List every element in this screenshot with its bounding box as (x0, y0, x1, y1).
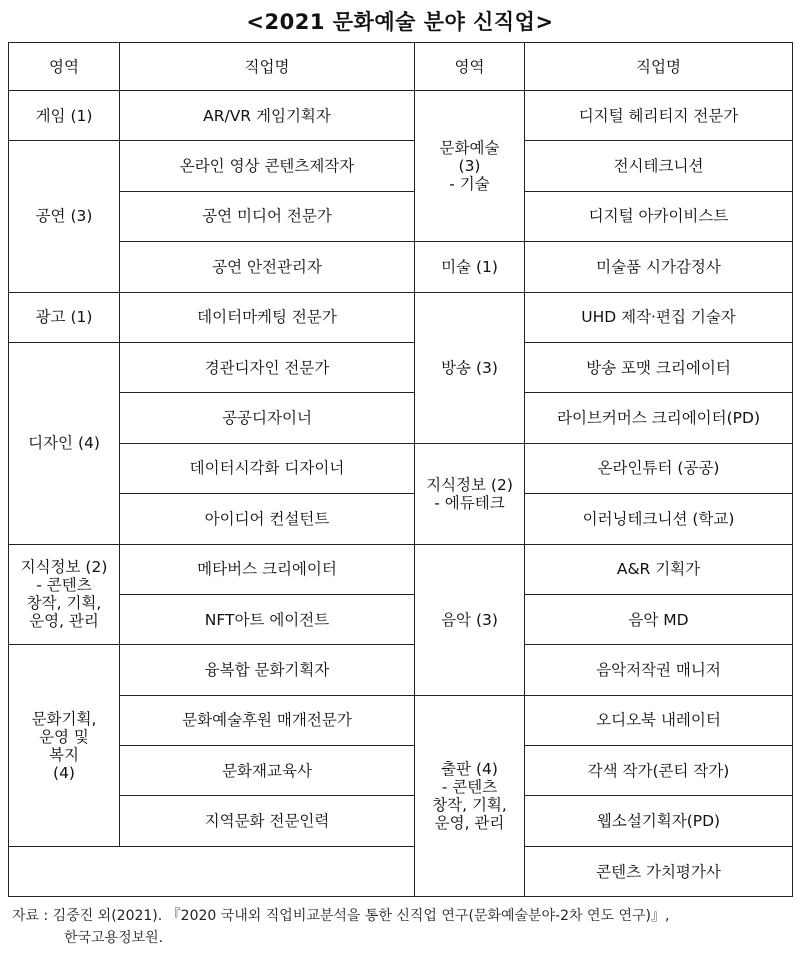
source-line-2: 한국고용정보원. (64, 930, 164, 946)
job-cell: 웹소설기획자(PD) (525, 796, 793, 846)
job-cell: 디지털 아카이비스트 (525, 191, 793, 241)
table-header-row (9, 43, 793, 91)
job-cell: 각색 작가(콘티 작가) (525, 746, 793, 796)
area-cell-publishing: 출판 (4) - 콘텐츠 창작, 기획, 운영, 관리 (415, 695, 525, 897)
job-cell: 음악저작권 매니저 (525, 645, 793, 695)
table-title: <2021 문화예술 분야 신직업> (246, 10, 554, 34)
job-cell: 공연 안전관리자 (120, 242, 415, 292)
table-row (9, 594, 793, 644)
job-cell: 온라인튜터 (공공) (525, 443, 793, 493)
job-cell: 데이터마케팅 전문가 (120, 292, 415, 342)
header-area-right: 영역 (415, 43, 525, 91)
header-job-right: 직업명 (525, 43, 793, 91)
area-cell-knowledge-contents: 지식정보 (2) - 콘텐츠 창작, 기획, 운영, 관리 (9, 544, 120, 645)
table-row (9, 91, 793, 141)
table-row (9, 544, 793, 594)
job-cell: 공연 미디어 전문가 (120, 191, 415, 241)
area-cell-broadcasting: 방송 (3) (415, 292, 525, 443)
table-row (9, 494, 793, 544)
area-cell-music: 음악 (3) (415, 544, 525, 695)
area-cell-advertising: 광고 (1) (9, 292, 120, 342)
job-cell: 융복합 문화기획자 (120, 645, 415, 695)
area-cell-game: 게임 (1) (9, 91, 120, 141)
area-cell-performance: 공연 (3) (9, 141, 120, 292)
table-row (9, 242, 793, 292)
table-row (9, 191, 793, 241)
job-cell: UHD 제작·편집 기술자 (525, 292, 793, 342)
job-cell: 미술품 시가감정사 (525, 242, 793, 292)
job-cell: NFT아트 에이전트 (120, 594, 415, 644)
empty-cell (9, 846, 415, 896)
table-row (9, 342, 793, 392)
area-cell-knowledge-edutech: 지식정보 (2) - 에듀테크 (415, 443, 525, 544)
job-cell: 디지털 헤리티지 전문가 (525, 91, 793, 141)
job-cell: 메타버스 크리에이터 (120, 544, 415, 594)
job-cell: 문화예술후원 매개전문가 (120, 695, 415, 745)
job-cell: 이러닝테크니션 (학교) (525, 494, 793, 544)
new-jobs-table (8, 42, 793, 897)
job-cell: 전시테크니션 (525, 141, 793, 191)
job-cell: 경관디자인 전문가 (120, 342, 415, 392)
area-cell-culture-art: 문화예술 (3) - 기술 (415, 91, 525, 242)
job-cell: 아이디어 컨설턴트 (120, 494, 415, 544)
source-note (12, 905, 669, 949)
area-cell-culture-planning: 문화기획, 운영 및 복지 (4) (9, 645, 120, 847)
table-row (9, 846, 793, 896)
table-row (9, 292, 793, 342)
table-row (9, 393, 793, 443)
header-job-left: 직업명 (120, 43, 415, 91)
job-cell: 온라인 영상 콘텐츠제작자 (120, 141, 415, 191)
table-row (9, 141, 793, 191)
table-row (9, 645, 793, 695)
job-cell: 문화재교육사 (120, 746, 415, 796)
job-cell: A&R 기획가 (525, 544, 793, 594)
job-cell: 지역문화 전문인력 (120, 796, 415, 846)
job-cell: 공공디자이너 (120, 393, 415, 443)
table-row (9, 796, 793, 846)
table-row (9, 443, 793, 493)
source-line-1: 자료 : 김중진 외(2021). 『2020 국내외 직업비교분석을 통한 신직업 연구(문화예술분야-2차 연도 연구)』, (12, 908, 670, 924)
job-cell: AR/VR 게임기획자 (120, 91, 415, 141)
table-row (9, 695, 793, 745)
job-cell: 오디오북 내레이터 (525, 695, 793, 745)
area-cell-fine-art: 미술 (1) (415, 242, 525, 292)
table-row (9, 746, 793, 796)
header-area-left: 영역 (9, 43, 120, 91)
area-cell-design: 디자인 (4) (9, 342, 120, 544)
job-cell: 음악 MD (525, 594, 793, 644)
job-cell: 방송 포맷 크리에이터 (525, 342, 793, 392)
job-cell: 라이브커머스 크리에이터(PD) (525, 393, 793, 443)
job-cell: 콘텐츠 가치평가사 (525, 846, 793, 896)
job-cell: 데이터시각화 디자이너 (120, 443, 415, 493)
